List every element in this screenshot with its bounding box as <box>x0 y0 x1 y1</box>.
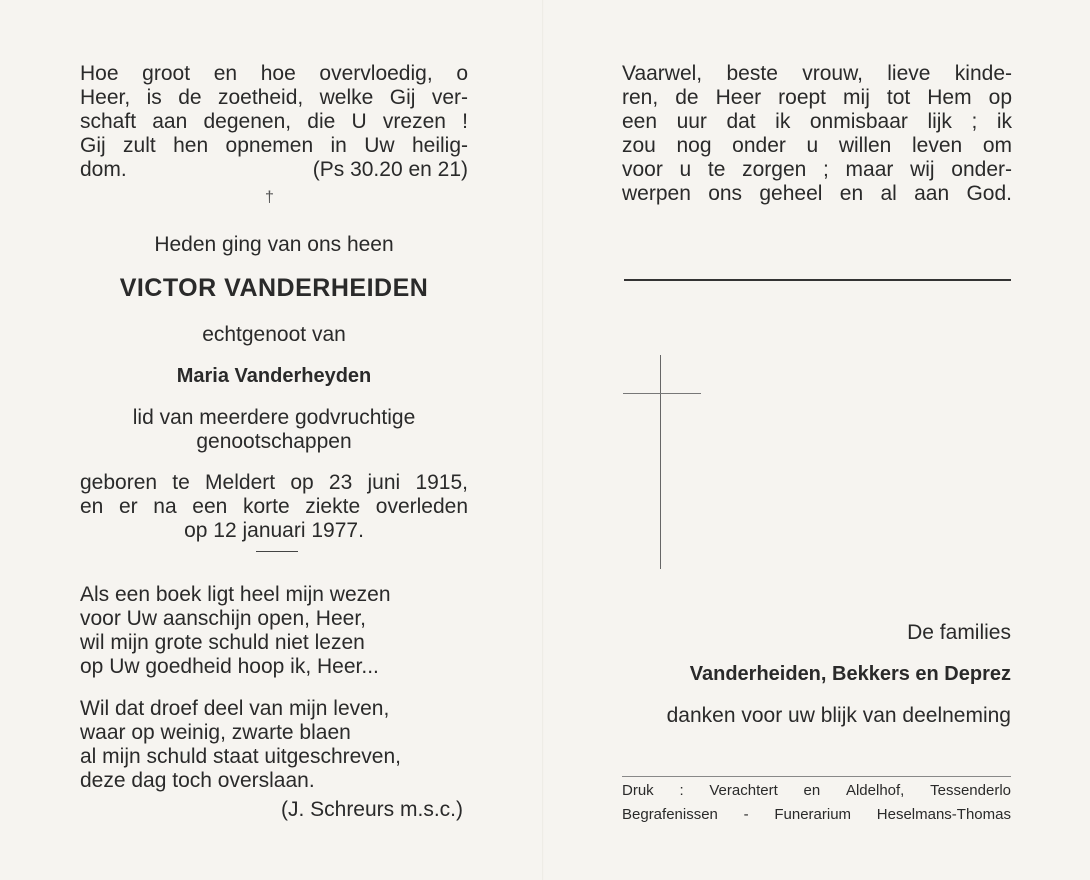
printer-word: Aldelhof, <box>845 782 905 799</box>
deceased-name: VICTOR VANDERHEIDEN <box>119 274 429 302</box>
poem-line: waar op weinig, zwarte blaen <box>80 721 351 744</box>
spouse-name: Maria Vanderheyden <box>176 365 372 387</box>
psalm-reference: (Ps 30.20 en 21) <box>312 158 468 181</box>
farewell-line: een uur dat ik onmisbaar lijk ; ik <box>622 110 1012 133</box>
farewell-line: Vaarwel, beste vrouw, lieve kinde- <box>622 62 1012 85</box>
families-names: Vanderheiden, Bekkers en Deprez <box>689 663 1011 685</box>
cross-icon <box>660 355 661 569</box>
birth-line: geboren te Meldert op 23 juni 1915, <box>80 471 468 494</box>
psalm-last-line <box>80 158 468 182</box>
spouse-relation: echtgenoot van <box>202 323 346 346</box>
dagger-icon: † <box>265 189 274 206</box>
thanks-text: danken voor uw blijk van deelneming <box>666 704 1011 727</box>
heden-text: Heden ging van ons heen <box>154 233 394 256</box>
funeral-word: Begrafenissen <box>622 806 718 823</box>
psalm-line: Gij zult hen opnemen in Uw heilig- <box>80 134 468 157</box>
poem-line: op Uw goedheid hoop ik, Heer... <box>80 655 379 678</box>
printer-word: : <box>679 782 684 799</box>
families-title: De families <box>907 621 1011 644</box>
printer-line <box>622 781 1011 801</box>
psalm-last-word: dom. <box>80 158 127 181</box>
poem-line: deze dag toch overslaan. <box>80 769 315 792</box>
membership-text <box>80 406 468 454</box>
farewell-line: ren, de Heer roept mij tot Hem op <box>622 86 1012 109</box>
poem-line: wil mijn grote schuld niet lezen <box>80 631 365 654</box>
psalm-line: Hoe groot en hoe overvloedig, o <box>80 62 468 85</box>
center-fold <box>542 0 544 880</box>
death-line: en er na een korte ziekte overleden <box>80 495 468 518</box>
psalm-block <box>80 62 468 182</box>
poem-line: Als een boek ligt heel mijn wezen <box>80 583 391 606</box>
long-divider <box>624 279 1011 281</box>
short-divider <box>256 551 298 552</box>
farewell-line: zou nog onder u willen leven om <box>622 134 1012 157</box>
death-date-line: op 12 januari 1977. <box>184 519 364 542</box>
poem-stanza-2 <box>80 697 468 793</box>
printer-word: Tessenderlo <box>930 782 1011 799</box>
birth-death-text <box>80 471 468 543</box>
poem-stanza-1 <box>80 583 468 679</box>
funeral-word: - <box>743 806 749 823</box>
cross-bar <box>623 393 701 394</box>
printer-word: Druk <box>622 782 654 799</box>
poem-line: voor Uw aanschijn open, Heer, <box>80 607 366 630</box>
printer-word: en <box>803 782 821 799</box>
funeral-word: Heselmans-Thomas <box>876 806 1011 823</box>
poem-line: al mijn schuld staat uitgeschreven, <box>80 745 401 768</box>
farewell-line: werpen ons geheel en al aan God. <box>622 182 1012 205</box>
membership-line: genootschappen <box>196 430 352 453</box>
poem-line: Wil dat droef deel van mijn leven, <box>80 697 390 720</box>
printer-divider <box>622 776 1011 777</box>
printer-word: Verachtert <box>709 782 778 799</box>
farewell-line: voor u te zorgen ; maar wij onder- <box>622 158 1012 181</box>
poem-author: (J. Schreurs m.s.c.) <box>280 798 463 821</box>
membership-line: lid van meerdere godvruchtige <box>132 406 416 429</box>
funeral-word: Funerarium <box>774 806 852 823</box>
farewell-text <box>622 62 1012 206</box>
psalm-line: Heer, is de zoetheid, welke Gij ver- <box>80 86 468 109</box>
psalm-line: schaft aan degenen, die U vrezen ! <box>80 110 468 133</box>
funeral-home-line <box>622 805 1011 825</box>
